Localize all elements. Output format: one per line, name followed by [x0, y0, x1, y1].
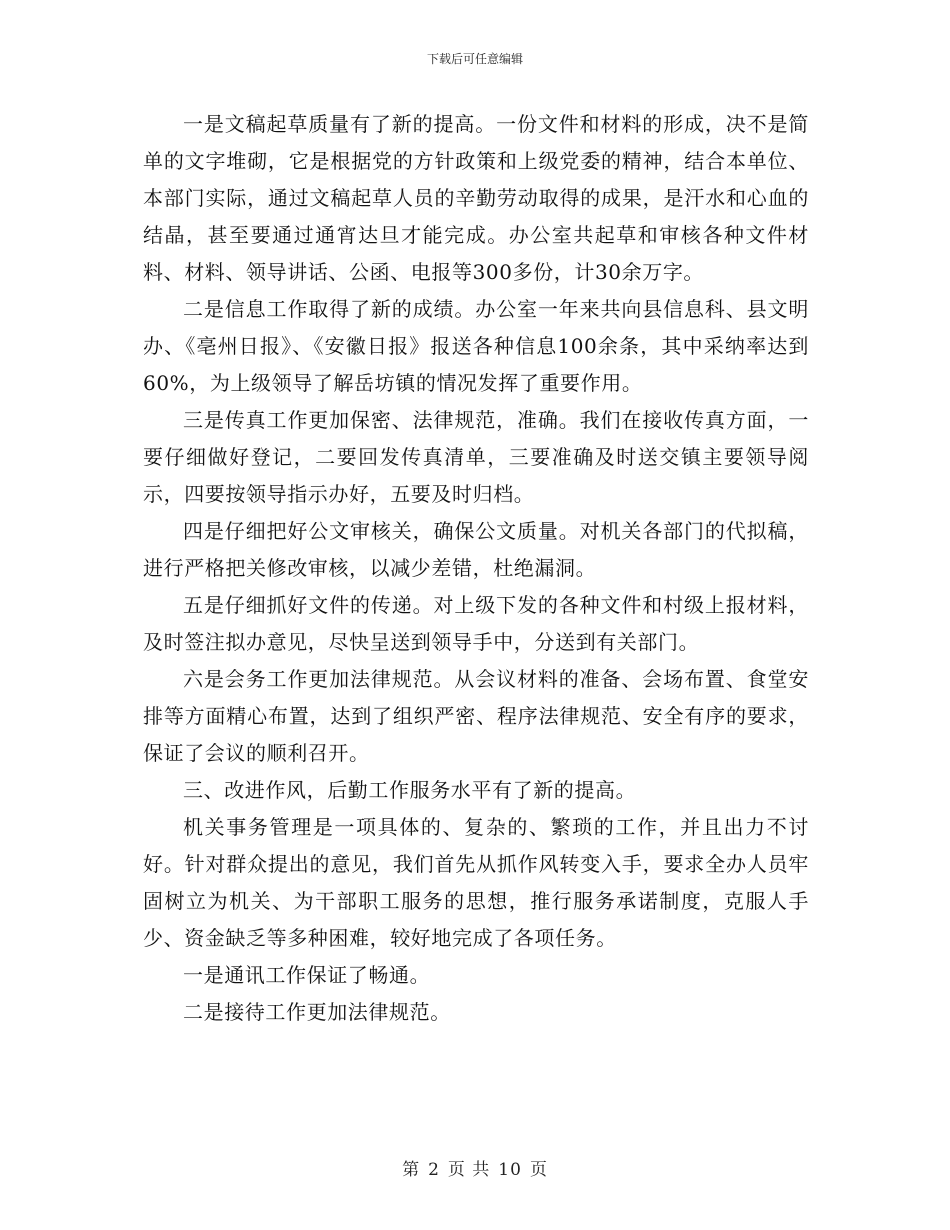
page-total: 10 — [498, 1160, 522, 1180]
page-prefix: 第 — [402, 1160, 421, 1180]
paragraph-6: 六是会务工作更加法律规范。从会议材料的准备、会场布置、食堂安排等方面精心布置，达到了组织严密、程序法律规范、安全有序的要求，保证了会议的顺利召开。 — [143, 667, 809, 765]
page-number: 2 — [428, 1160, 440, 1180]
paragraph-9: 一是通讯工作保证了畅通。 — [183, 963, 431, 987]
paragraph-5: 五是仔细抓好文件的传递。对上级下发的各种文件和村级上报材料，及时签注拟办意见，尽快呈送到领导手中，分送到有关部门。 — [143, 593, 809, 654]
page-suffix: 页 — [529, 1160, 548, 1180]
paragraph-4: 四是仔细把好公文审核关，确保公文质量。对机关各部门的代拟稿，进行严格把关修改审核，以减少差错，杜绝漏洞。 — [143, 519, 809, 580]
paragraph-2: 二是信息工作取得了新的成绩。办公室一年来共向县信息科、县文明办、《亳州日报》、《安徽日报》报送各种信息100余条，其中采纳率达到60%，为上级领导了解岳坊镇的情况发挥了重要作用。 — [143, 297, 809, 395]
section-heading: 三、改进作风，后勤工作服务水平有了新的提高。 — [183, 778, 637, 802]
page-header-note: 下载后可任意编辑 — [426, 52, 523, 66]
paragraph-8: 机关事务管理是一项具体的、复杂的、繁琐的工作，并且出力不讨好。针对群众提出的意见，我们首先从抓作风转变入手，要求全办人员牢固树立为机关、为干部职工服务的思想，推行服务承诺制度，克服人手少、资金缺乏等多种困难，较好地完成了各项任务。 — [143, 815, 809, 950]
paragraph-10: 二是接待工作更加法律规范。 — [183, 1000, 451, 1024]
paragraph-3: 三是传真工作更加保密、法律规范，准确。我们在接收传真方面，一要仔细做好登记，二要回发传真清单，三要准确及时送交镇主要领导阅示，四要按领导指示办好，五要及时归档。 — [143, 408, 809, 506]
page-mid: 页 共 — [447, 1160, 491, 1180]
paragraph-1: 一是文稿起草质量有了新的提高。一份文件和材料的形成，决不是简单的文字堆砌，它是根据党的方针政策和上级党委的精神，结合本单位、本部门实际，通过文稿起草人员的辛勤劳动取得的成果，是汗水和心血的结晶，甚至要通过通宵达旦才能完成。办公室共起草和审核各种文件材料、材料、领导讲话、公函、电报等300多份，计30余万字。 — [143, 112, 809, 284]
document-body — [143, 106, 809, 1031]
page-footer — [0, 1155, 950, 1180]
